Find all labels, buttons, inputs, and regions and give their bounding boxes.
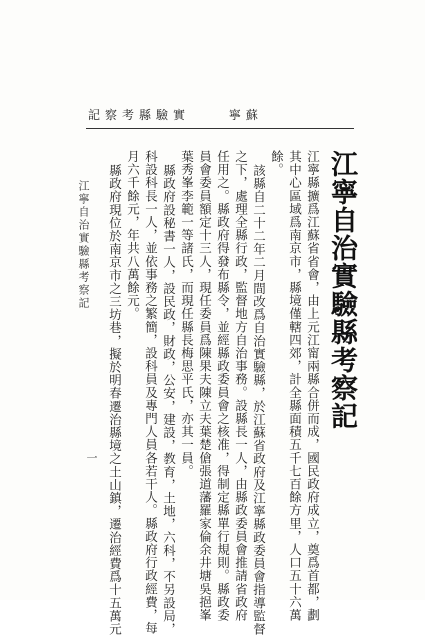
text-column-4: 該縣自二十二年二月間改爲自治實驗縣，於江蘇省政府及江寧縣政委員會指導監督 <box>251 164 267 636</box>
page-title: 江寧自治實驗縣考察記 <box>326 150 357 430</box>
text-column-9: 縣政府設秘書一人，設民政，財政，公安，建設，教育，土地，六科，不另設局， <box>161 164 177 636</box>
page-number: 一 <box>85 452 98 463</box>
running-header <box>88 106 263 123</box>
text-column-6: 任用之。縣政府得發布縣令，並經縣政委員會之核准，得制定縣單行規則。縣政委 <box>215 150 231 622</box>
text-column-8: 葉秀峯李範一等諸氏，而現任縣長梅思平氏，亦其一員。 <box>179 150 195 478</box>
text-column-3: 餘。 <box>269 150 285 177</box>
text-column-2: 其中心區域爲南京市，縣境僅轄四郊，計全縣面積五千七百餘方里，人口五十六萬 <box>287 150 303 622</box>
text-column-10: 科設科長一人，並依事務之繁簡，設科員及專門人員各若干人。縣政府行政經費，每 <box>143 150 159 635</box>
text-column-7: 員會委員額定十三人，現任委員爲陳果夫陳立夫葉楚傖張道藩羅家倫余井塘吳挹峯 <box>197 150 213 622</box>
text-column-12: 縣政府現位於南京市之三坊巷，擬於明春遷治縣境之土山鎮，遷治經費爲十五萬元 <box>107 164 123 636</box>
header-rule <box>86 128 354 129</box>
side-running-title: 江寧自治實驗縣考察記 <box>77 180 90 310</box>
header-book-title: 記察考縣驗實 <box>88 108 191 122</box>
text-column-11: 月六千餘元，年共八萬餘元。 <box>125 150 141 321</box>
text-column-1: 江寧縣擴爲江蘇省省會，由上元江甯兩縣合併而成，國民政府成立，奠爲首都，劃 <box>305 150 321 622</box>
header-region: 寧蘇 <box>228 108 263 122</box>
text-column-5: 之下，處理全縣行政，監督地方自治事務。設縣長一人，由縣政委員會推請省政府 <box>233 150 249 622</box>
